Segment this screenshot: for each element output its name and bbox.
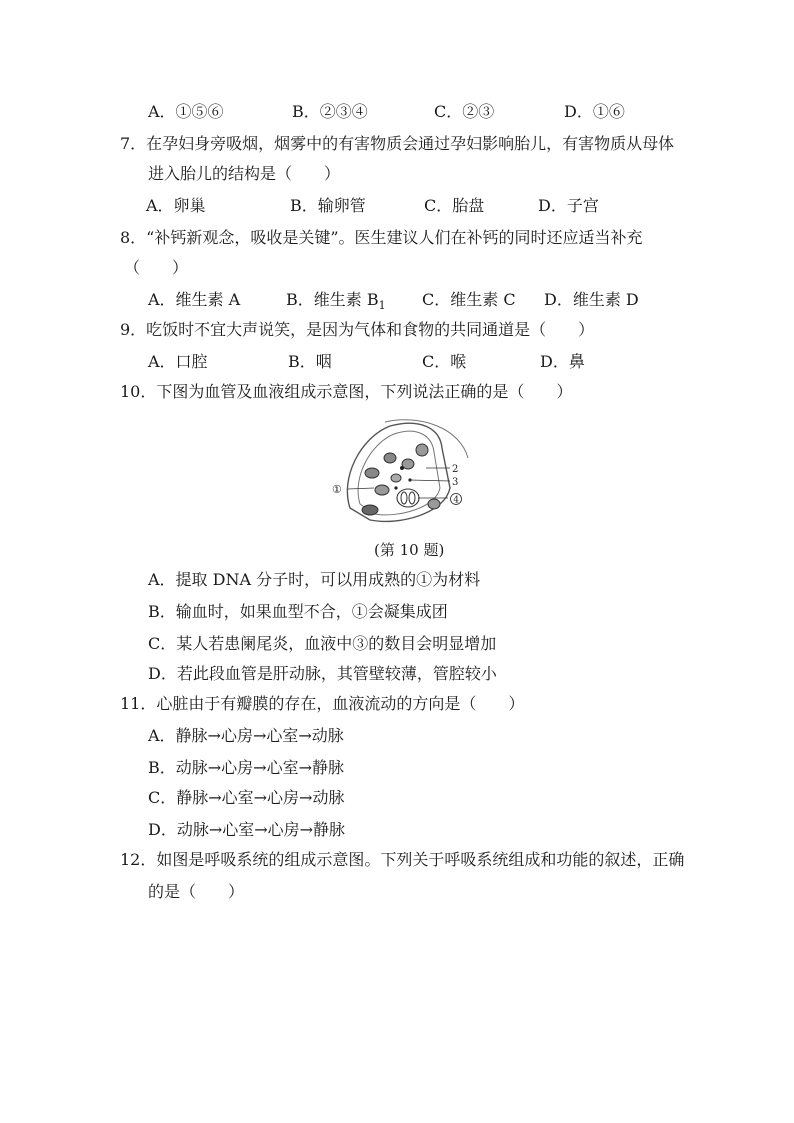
figure-caption: (第 10 题) (374, 541, 445, 559)
q7-stem-line1: 7．在孕妇身旁吸烟，烟雾中的有害物质会通过孕妇影响胎儿，有害物质从母体 (120, 134, 675, 153)
red-blood-cell (362, 505, 378, 515)
q8-option-a: A．维生素 A (148, 290, 241, 309)
red-blood-cell (375, 485, 389, 495)
q7-option-d: D．子宫 (538, 196, 599, 215)
figure-label-1: ① (332, 483, 342, 496)
q6-option-c: C．②③ (434, 102, 495, 121)
red-blood-cell (365, 468, 379, 478)
red-blood-cell (428, 499, 440, 509)
q10-option-d: D．若此段血管是肝动脉，其管壁较薄，管腔较小 (148, 664, 497, 683)
q9-option-d: D．鼻 (540, 352, 585, 371)
q8-option-d: D．维生素 D (544, 290, 639, 309)
leader-line-1 (348, 488, 374, 489)
q6-option-d: D．①⑥ (564, 102, 625, 121)
q7-option-c: C．胎盘 (424, 196, 485, 215)
q11-option-b: B．动脉→心房→心室→静脉 (148, 758, 344, 777)
q7-option-b: B．输卵管 (290, 196, 366, 215)
q11-option-c: C．静脉→心室→心房→动脉 (148, 788, 345, 807)
q9-option-b: B．咽 (288, 352, 332, 371)
q10-option-b: B．输血时，如果血型不合，①会凝集成团 (148, 602, 448, 621)
q9-stem: 9．吃饭时不宜大声说笑，是因为气体和食物的共同通道是（ ） (120, 320, 595, 339)
q12-stem-line1: 12．如图是呼吸系统的组成示意图。下列关于呼吸系统组成和功能的叙述，正确 (120, 850, 685, 869)
q7-option-a: A．卵巢 (146, 196, 206, 215)
q8-option-b: B．维生素 $B_1$ (286, 290, 386, 313)
q11-stem: 11．心脏由于有瓣膜的存在，血液流动的方向是（ ） (120, 694, 525, 713)
q10-option-c: C．某人若患阑尾炎，血液中③的数目会明显增加 (148, 634, 497, 653)
q8-stem-line2: （ ） (124, 258, 189, 277)
figure-label-3: 3 (452, 477, 459, 488)
q8-stem-line1: 8．“补钙新观念，吸收是关键”。医生建议人们在补钙的同时还应适当补充 (120, 228, 643, 247)
q6-option-a: A．①⑤⑥ (148, 102, 224, 121)
red-blood-cell (384, 453, 396, 463)
figure-label-4: 4 (453, 495, 459, 506)
q11-option-a: A．静脉→心房→心室→动脉 (148, 726, 344, 745)
q8-option-c: C．维生素 C (422, 290, 516, 309)
q8-option-b-subscript: 1 (378, 299, 386, 313)
q7-stem-line2: 进入胎儿的结构是（ ） (148, 164, 341, 183)
red-blood-cell (391, 474, 401, 482)
platelet (394, 486, 397, 489)
q9-option-c: C．喉 (422, 352, 467, 371)
q6-option-b: B．②③④ (292, 102, 368, 121)
white-blood-cell (397, 489, 419, 507)
q11-option-d: D．动脉→心室→心房→静脉 (148, 820, 346, 839)
q10-option-a: A．提取 DNA 分子时，可以用成熟的①为材料 (148, 570, 481, 589)
q10-stem: 10．下图为血管及血液组成示意图，下列说法正确的是（ ） (120, 382, 573, 401)
q9-option-a: A．口腔 (148, 352, 208, 371)
platelet (400, 466, 404, 470)
blood-vessel-diagram (330, 418, 470, 528)
q12-stem-line2: 的是（ ） (148, 882, 245, 901)
leader-line-3 (410, 480, 450, 481)
red-blood-cell (416, 444, 428, 456)
figure-label-2: 2 (452, 464, 459, 475)
